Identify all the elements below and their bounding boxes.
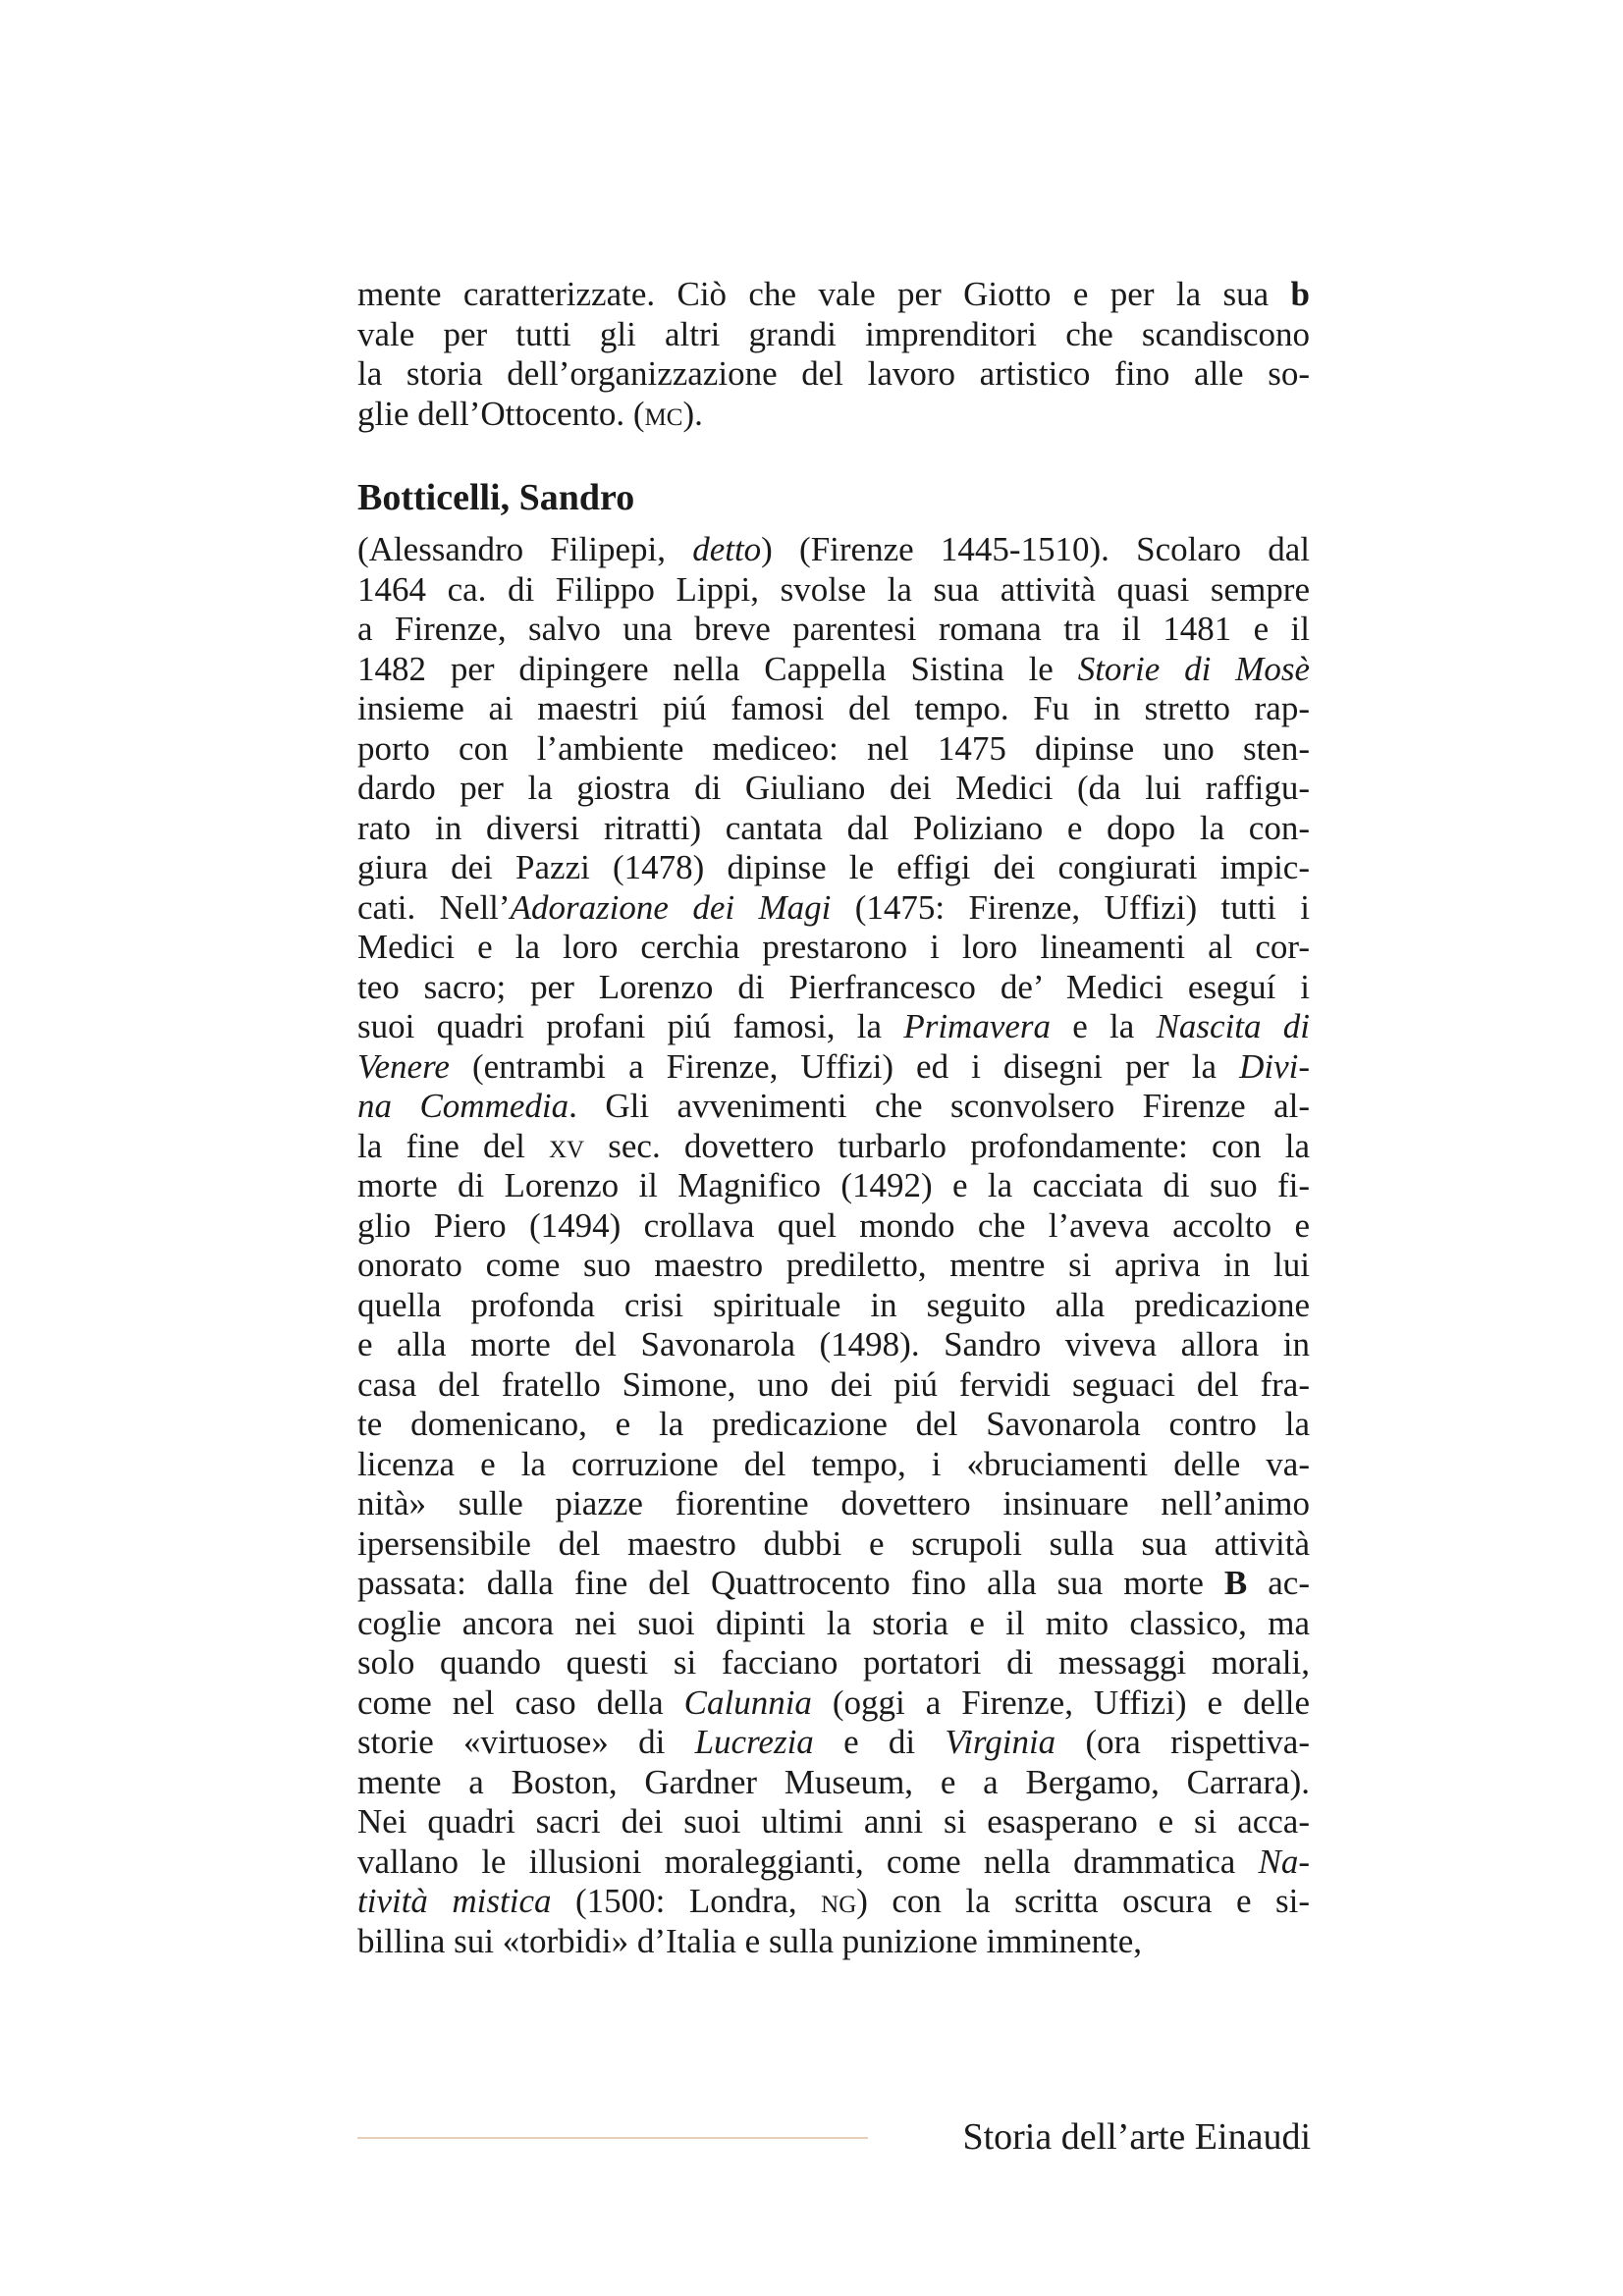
text-run: glie dell’Ottocento. ( [357,394,645,433]
text-line [357,928,1310,968]
text-run: Medici e la loro cerchia prestarono i loro lineamenti al cor- [357,928,1310,966]
text-line [357,1842,1310,1883]
italic-title: Nascita di [1156,1007,1310,1045]
text-line [357,610,1310,650]
text-line [357,1604,1310,1644]
text-line [357,354,1310,395]
text-line [357,315,1310,355]
text-line [357,888,1310,929]
footer-rule [357,2137,868,2139]
bold-abbreviation: B [1223,1564,1248,1602]
text-run: te domenicano, e la predicazione del Savonarola contro la [357,1405,1310,1443]
text-run: (ora rispettiva- [1055,1723,1310,1761]
text-line [357,1922,1310,1962]
text-run: billina sui «torbidi» d’Italia e sulla punizione imminente, [357,1921,1143,1960]
italic-title: Calunnia [683,1682,812,1722]
text-line [357,530,1310,570]
text-line [357,689,1310,729]
text-line [357,1127,1310,1167]
text-line [357,1246,1310,1286]
text-line [357,1087,1310,1127]
italic-title: Lucrezia [694,1723,814,1761]
text-run: ac- [1247,1564,1310,1602]
text-run: vale per tutti gli altri grandi imprenditori che scandiscono [357,314,1310,353]
text-run: ) con la scritta oscura e si- [856,1882,1310,1920]
entry-body [357,530,1310,1961]
text-run: (Alessandro Filipepi, [357,530,693,568]
text-run: mente caratterizzate. Ciò che vale per Giotto e per la sua [357,275,1291,313]
text-run: suoi quadri profani piú famosi, la [357,1007,904,1045]
text-line [357,729,1310,770]
bold-abbreviation: b [1290,275,1310,313]
text-run: Nei quadri sacri dei suoi ultimi anni si esasperano e si acca- [357,1802,1310,1841]
italic-title: detto [692,530,762,568]
text-run: porto con l’ambiente mediceo: nel 1475 dipinse uno sten- [357,728,1310,768]
text-line [357,1325,1310,1365]
text-line [357,1445,1310,1485]
text-run: coglie ancora nei suoi dipinti la storia e il mito classico, ma [357,1603,1310,1642]
text-run: ) (Firenze 1445-1510). Scolaro dal [761,530,1310,568]
italic-title: Adorazione dei Magi [510,887,832,927]
text-line [357,809,1310,849]
text-line [357,1166,1310,1206]
text-run: solo quando questi si facciano portatori di messaggi morali, [357,1643,1310,1682]
text-run: giura dei Pazzi (1478) dipinse le effigi dei congiurati impic- [357,848,1310,886]
footer-publication-title: Storia dell’arte Einaudi [962,2116,1311,2158]
text-line [357,1723,1310,1763]
text-run: casa del fratello Simone, uno dei piú fervidi seguaci del fra- [357,1364,1310,1404]
text-line [357,1405,1310,1445]
small-caps-abbreviation: mc [644,394,683,433]
text-run: come nel caso della [357,1682,684,1722]
text-line [357,1763,1310,1803]
text-line [357,1524,1310,1565]
text-run: (1475: Firenze, Uffizi) tutti i [831,887,1310,927]
text-run: quella profonda crisi spirituale in seguito alla predicazione [357,1285,1310,1324]
text-line [357,1365,1310,1406]
entry-heading: Botticelli, Sandro [357,477,635,518]
italic-title: Venere [357,1046,450,1086]
small-caps-abbreviation: xv [548,1126,585,1165]
italic-title: tività mistica [357,1882,552,1920]
text-run: licenza e la corruzione del tempo, i «bruciamenti delle va- [357,1444,1310,1483]
text-run: 1482 per dipingere nella Cappella Sistina le [357,649,1078,688]
text-run: cati. Nell’ [357,887,511,927]
text-run: mente a Boston, Gardner Museum, e a Bergamo, Carrara). [357,1762,1310,1801]
text-line [357,1047,1310,1088]
text-run: e la [1051,1007,1157,1045]
text-run: dardo per la giostra di Giuliano dei Medici (da lui raffigu- [357,769,1310,807]
text-line [357,1802,1310,1842]
text-line [357,1286,1310,1326]
text-run: (1500: Londra, [551,1882,822,1920]
text-run: vallano le illusioni moraleggianti, come nella drammatica [357,1842,1259,1881]
text-run: ipersensibile del maestro dubbi e scrupoli sulla sua attività [357,1523,1310,1563]
text-line [357,1683,1310,1724]
text-line [357,275,1310,315]
text-run: e alla morte del Savonarola (1498). Sandro viveva allora in [357,1325,1310,1363]
text-line [357,1484,1310,1524]
text-line [357,1206,1310,1247]
text-run: (entrambi a Firenze, Uffizi) ed i disegni per la [449,1046,1240,1086]
text-run: nità» sulle piazze fiorentine dovettero insinuare nell’animo [357,1484,1310,1522]
text-line [357,395,1310,435]
text-line [357,1882,1310,1922]
text-run: . Gli avvenimenti che sconvolsero Firenze al- [568,1087,1310,1125]
italic-title: na Commedia [357,1087,569,1125]
text-run: a Firenze, salvo una breve parentesi romana tra il 1481 e il [357,610,1310,648]
text-line [357,1643,1310,1683]
text-line [357,1007,1310,1047]
text-run: la storia dell’organizzazione del lavoro artistico fino alle so- [357,354,1310,393]
text-line [357,968,1310,1008]
text-run: passata: dalla fine del Quattrocento fino alla sua morte [357,1564,1224,1602]
text-run: sec. dovettero turbarlo profondamente: con la [584,1126,1310,1165]
text-line [357,848,1310,888]
text-run: rato in diversi ritratti) cantata dal Poliziano e dopo la con- [357,808,1310,847]
text-run: morte di Lorenzo il Magnifico (1492) e la cacciata di suo fi- [357,1166,1310,1204]
text-line [357,570,1310,611]
text-line [357,650,1310,690]
italic-title: Na- [1258,1842,1310,1881]
text-run: (oggi a Firenze, Uffizi) e delle [811,1682,1310,1722]
italic-title: Divi- [1239,1046,1310,1086]
text-run: 1464 ca. di Filippo Lippi, svolse la sua attività quasi sempre [357,569,1310,609]
text-line [357,1564,1310,1604]
text-run: onorato come suo maestro prediletto, mentre si apriva in lui [357,1246,1310,1284]
text-run: glio Piero (1494) crollava quel mondo che l’aveva accolto e [357,1205,1310,1245]
text-run: ). [682,394,703,433]
text-run: e di [813,1723,946,1761]
italic-title: Primavera [903,1007,1052,1045]
text-run: storie «virtuose» di [357,1723,695,1761]
text-line [357,769,1310,809]
italic-title: Virginia [945,1723,1056,1761]
italic-title: Storie di Mosè [1077,649,1310,688]
text-run: la fine del [357,1126,549,1165]
text-run: teo sacro; per Lorenzo di Pierfrancesco de’ Medici eseguí i [357,967,1310,1006]
small-caps-abbreviation: ng [821,1882,857,1920]
text-run: insieme ai maestri piú famosi del tempo. Fu in stretto rap- [357,689,1310,727]
continued-paragraph [357,275,1310,434]
